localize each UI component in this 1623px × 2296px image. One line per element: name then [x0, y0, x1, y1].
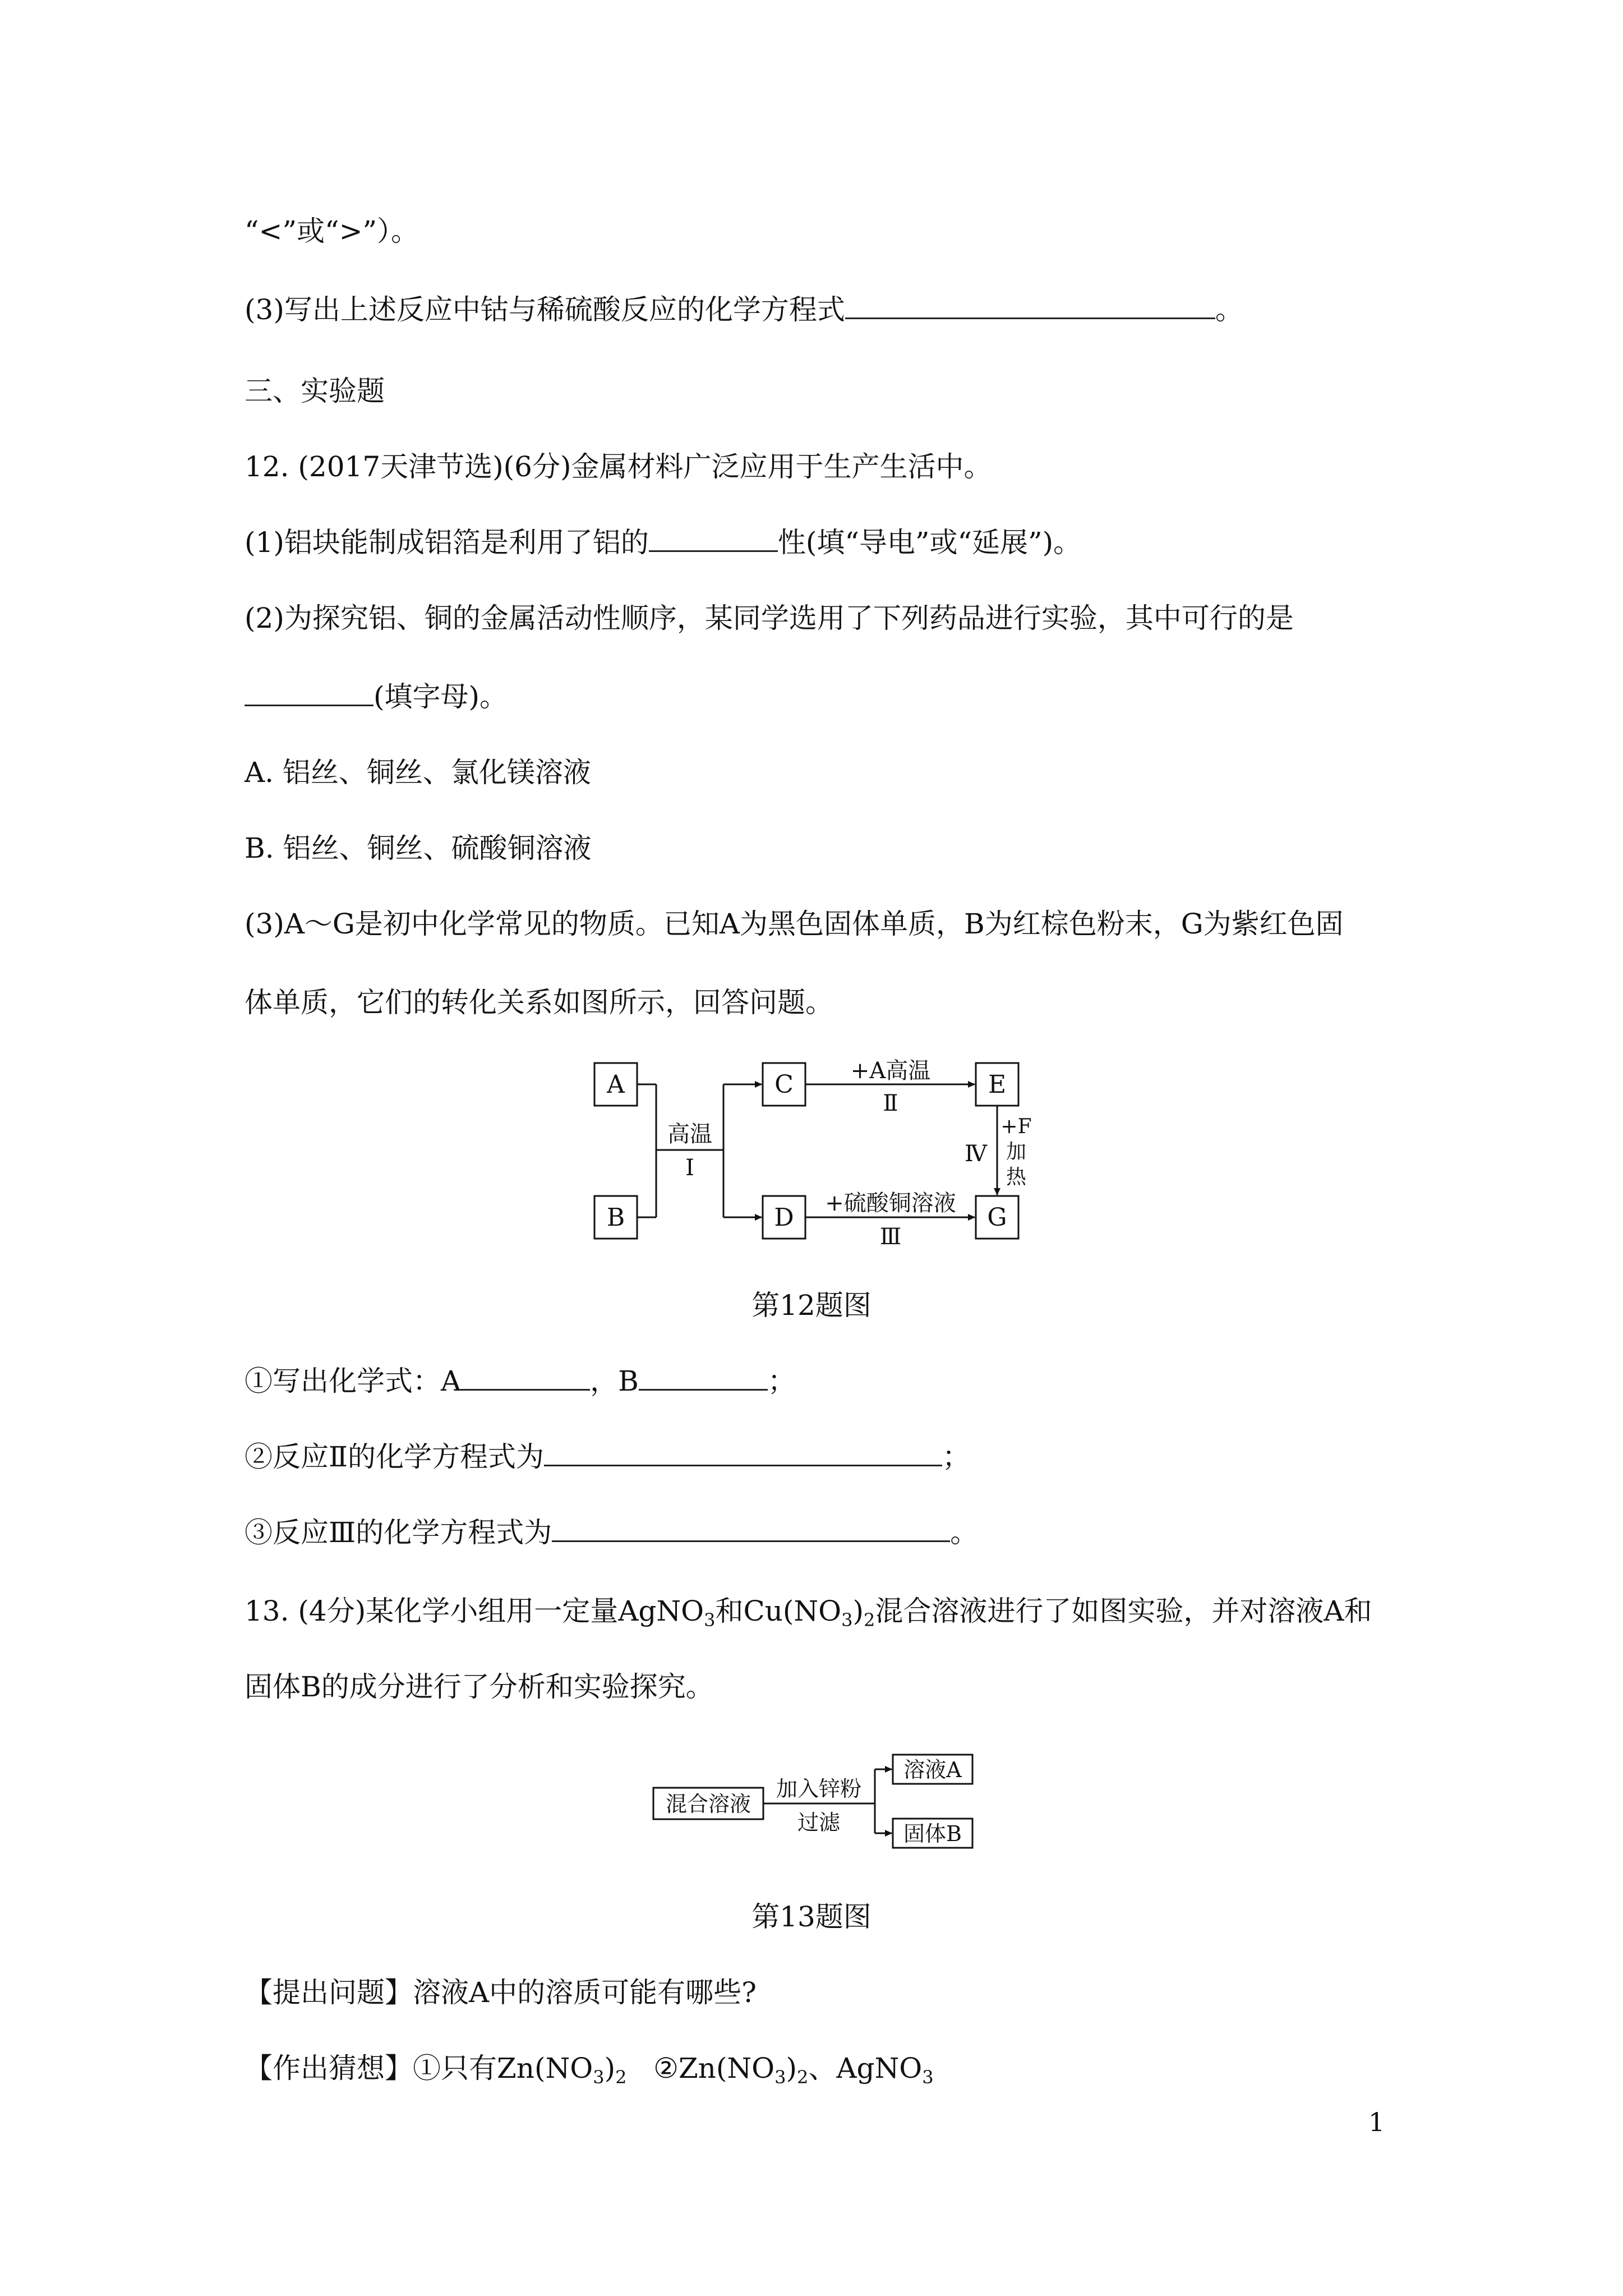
- answer-text: ③反应Ⅲ的化学方程式为: [245, 1516, 552, 1549]
- box-d-label: D: [774, 1203, 794, 1232]
- subscript: 3: [593, 2067, 605, 2088]
- answer-blank-b[interactable]: [639, 1364, 768, 1391]
- question-13-line2: 固体B的成分进行了分析和实验探究。: [245, 1671, 714, 1703]
- cond-iv-1: +F: [1000, 1115, 1032, 1138]
- section-heading: 三、实验题: [245, 375, 385, 407]
- subscript: 3: [841, 1609, 853, 1631]
- question-text: (3)写出上述反应中钴与稀硫酸反应的化学方程式: [245, 293, 845, 326]
- question-12-2: (2)为探究铝、铜的金属活动性顺序，某同学选用了下列药品进行实验，其中可行的是: [245, 602, 1294, 634]
- cond-i-num: Ⅰ: [685, 1155, 694, 1181]
- option-a: A. 铝丝、铜丝、氯化镁溶液: [245, 756, 591, 789]
- box-g-label: G: [987, 1203, 1007, 1232]
- text: 混合溶液进行了如图实验，并对溶液A和: [875, 1595, 1372, 1627]
- answer-text: ①写出化学式：A: [245, 1365, 462, 1397]
- question-text: (填字母)。: [374, 680, 508, 713]
- box-a-label: A: [607, 1070, 625, 1099]
- question-12-2-tail: [245, 679, 508, 715]
- answer-line-3: [245, 1515, 978, 1550]
- box-e-label: E: [988, 1070, 1007, 1099]
- question-13-line1: [245, 1593, 1372, 1638]
- answer-line-2: [245, 1439, 970, 1475]
- cond-iv-2: 加: [1006, 1140, 1027, 1163]
- answer-blank-a[interactable]: [461, 1364, 590, 1391]
- question-12-head: 12. (2017天津节选)(6分)金属材料广泛应用于生产生活中。: [245, 450, 992, 483]
- figure-13-diagram: [651, 1750, 1032, 1862]
- punctuation: ；: [942, 1441, 970, 1473]
- step-top-label: 加入锌粉: [776, 1777, 862, 1801]
- question-12-3-line1: (3)A～G是初中化学常见的物质。已知A为黑色固体单质，B为红棕色粉末，G为紫红色固: [245, 908, 1344, 940]
- answer-blank[interactable]: [552, 1516, 950, 1542]
- cond-ii-num: Ⅱ: [883, 1091, 898, 1116]
- answer-blank[interactable]: [245, 680, 374, 706]
- figure-12-caption: 第12题图: [751, 1289, 872, 1322]
- cond-iv-num: Ⅳ: [965, 1141, 987, 1167]
- text: 、AgNO: [808, 2052, 923, 2085]
- text-line: “<”或“>”）。: [245, 215, 419, 247]
- subscript: 2: [797, 2067, 809, 2088]
- text: 【作出猜想】①只有Zn(NO: [245, 2052, 593, 2085]
- subscript: 3: [922, 2067, 934, 2088]
- page-number: 1: [1368, 2107, 1385, 2137]
- text: ): [604, 2052, 616, 2085]
- answer-blank[interactable]: [649, 526, 778, 552]
- question-text: 性(填“导电”或“延展”)。: [777, 526, 1082, 559]
- answer-text: ②反应Ⅱ的化学方程式为: [245, 1441, 544, 1473]
- subscript: 3: [774, 2067, 786, 2088]
- punctuation: 。: [1215, 293, 1243, 326]
- answer-line-1: [245, 1363, 796, 1399]
- subscript: 3: [704, 1609, 716, 1631]
- box-solution-a-label: 溶液A: [903, 1757, 962, 1782]
- cond-iii-num: Ⅲ: [879, 1224, 902, 1250]
- text: 和Cu(NO: [715, 1595, 842, 1627]
- subscript: 2: [864, 1609, 875, 1631]
- text: 13. (4分)某化学小组用一定量AgNO: [245, 1595, 704, 1627]
- cond-i-top: 高温: [667, 1121, 712, 1147]
- figure-13-caption: 第13题图: [751, 1901, 872, 1933]
- cond-iii-top: +硫酸铜溶液: [825, 1190, 956, 1216]
- question-12-3-line2: 体单质，它们的转化关系如图所示，回答问题。: [245, 986, 833, 1019]
- question-prompt: 【提出问题】溶液A中的溶质可能有哪些?: [245, 1976, 757, 2009]
- box-c-label: C: [774, 1070, 794, 1099]
- option-b: B. 铝丝、铜丝、硫酸铜溶液: [245, 832, 592, 864]
- box-mixed-label: 混合溶液: [665, 1792, 751, 1816]
- text: ): [786, 2052, 797, 2085]
- box-b-label: B: [606, 1203, 625, 1232]
- question-12-1: [245, 524, 1081, 560]
- punctuation: ；: [767, 1365, 796, 1397]
- answer-blank[interactable]: [544, 1440, 942, 1466]
- text: ②Zn(NO: [626, 2052, 775, 2085]
- question-11-3: [245, 292, 1243, 328]
- figure-12-diagram: [583, 1055, 1054, 1251]
- punctuation: 。: [950, 1516, 979, 1549]
- cond-iv-3: 热: [1006, 1166, 1027, 1189]
- text: ): [852, 1595, 864, 1627]
- box-solid-b-label: 固体B: [903, 1821, 962, 1846]
- subscript: 2: [615, 2067, 627, 2088]
- cond-ii-top: +A高温: [850, 1058, 931, 1084]
- question-text: (1)铝块能制成铝箔是利用了铝的: [245, 526, 649, 559]
- answer-blank[interactable]: [845, 293, 1215, 319]
- hypothesis-line: [245, 2050, 934, 2095]
- answer-text: ，B: [590, 1365, 639, 1397]
- step-bottom-label: 过滤: [797, 1810, 841, 1835]
